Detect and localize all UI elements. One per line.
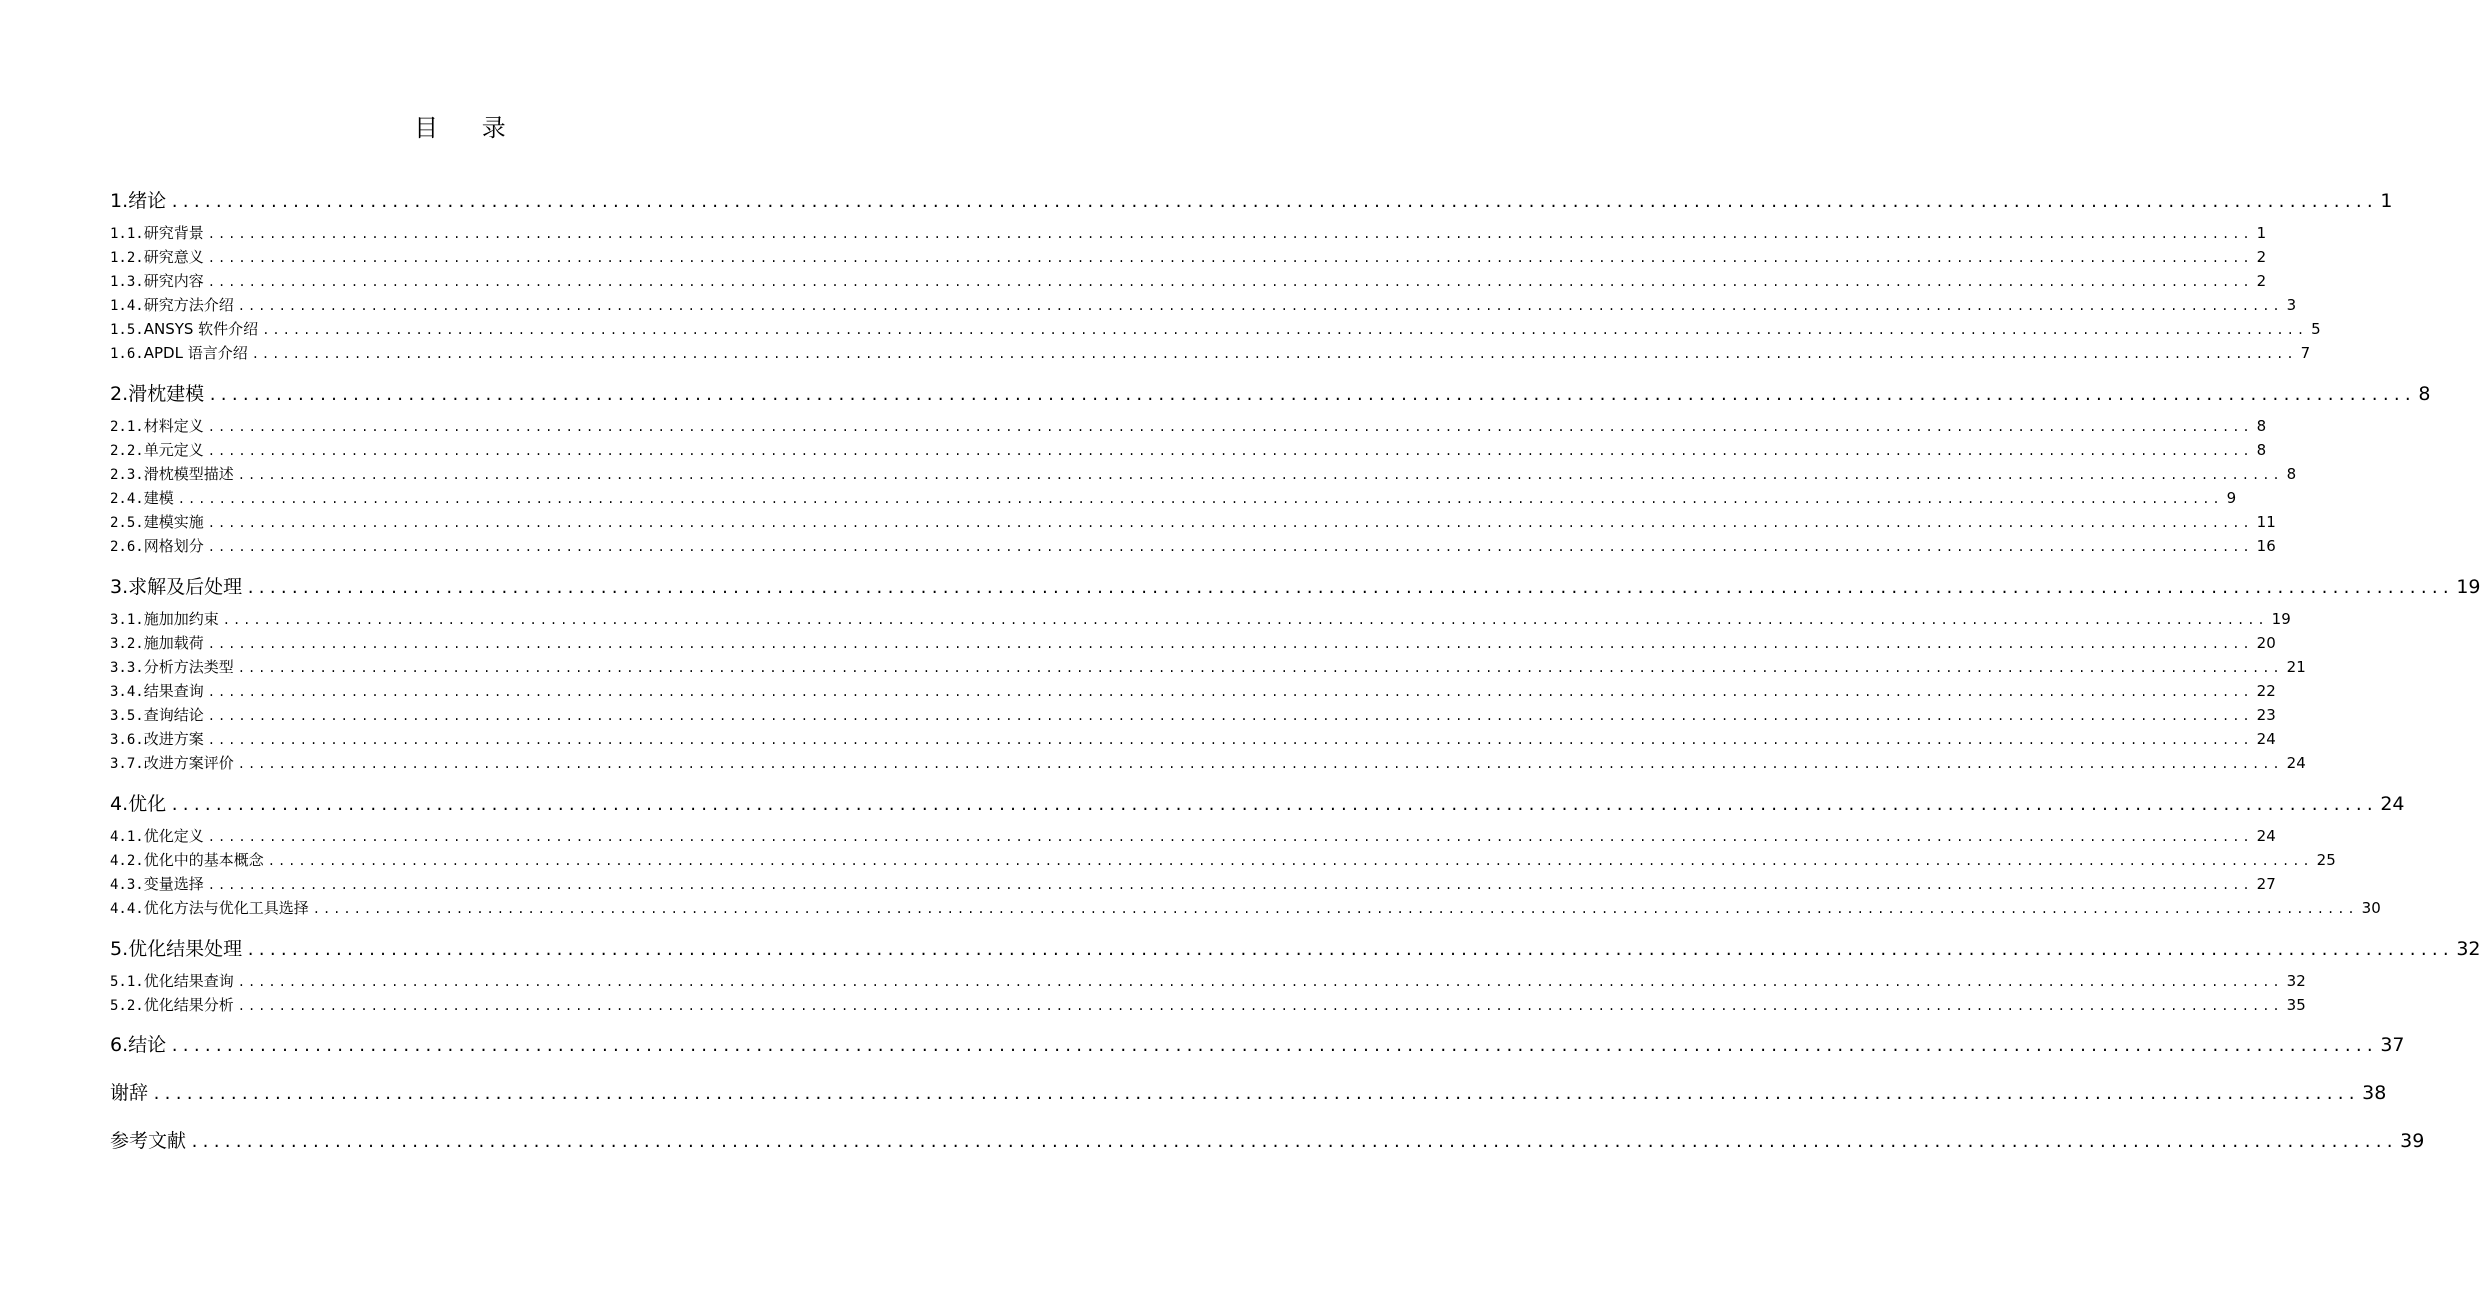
- toc-dot-leader: ........................................................................................................................................................................................................: [170, 796, 2377, 814]
- toc-dot-leader: ........................................................................................................................................................................................................: [177, 492, 2223, 506]
- toc-entry-number: 1.5.: [110, 322, 144, 338]
- toc-entry-label: 施加载荷: [143, 634, 204, 652]
- toc-entry-page: 30: [2361, 899, 2381, 917]
- toc-entry-page: 20: [2256, 634, 2276, 652]
- toc-entry-label: 查询结论: [143, 706, 204, 724]
- toc-entry-number: 3.5.: [110, 708, 144, 724]
- toc-entry-number: 4.3.: [110, 877, 144, 893]
- page-title: 目 录: [414, 114, 524, 142]
- toc-entry: [110, 487, 2237, 508]
- toc-entry: [110, 186, 2393, 213]
- toc-entry-page: 8: [2256, 417, 2267, 435]
- toc-dot-leader: ........................................................................................................................................................................................................: [237, 975, 2283, 989]
- toc-dot-leader: ........................................................................................................................................................................................................: [170, 1037, 2377, 1055]
- toc-entry-page: 38: [2362, 1082, 2387, 1104]
- toc-entry-number: 3.7.: [110, 756, 144, 772]
- toc-dot-leader: ........................................................................................................................................................................................................: [207, 685, 2253, 699]
- toc-entry-number: 4.1.: [110, 829, 144, 845]
- toc-entry-label: 优化定义: [143, 827, 204, 845]
- toc-entry-label: 优化结果查询: [143, 972, 234, 990]
- toc-dot-leader: ........................................................................................................................................................................................................: [237, 468, 2283, 482]
- toc-entry-page: 27: [2256, 875, 2276, 893]
- toc-entry: [110, 608, 2291, 629]
- toc-entry-page: 23: [2256, 706, 2276, 724]
- toc-entry: [110, 246, 2267, 267]
- toc-dot-leader: ........................................................................................................................................................................................................: [207, 733, 2253, 747]
- toc-dot-leader: ........................................................................................................................................................................................................: [237, 757, 2283, 771]
- toc-entry: [110, 934, 2481, 961]
- toc-entry-page: 24: [2380, 793, 2405, 815]
- toc-entry-number: 5.: [110, 938, 129, 960]
- toc-dot-leader: ........................................................................................................................................................................................................: [207, 251, 2253, 265]
- toc-entry-label: 施加加约束: [143, 610, 219, 628]
- toc-entry-label: 优化结果分析: [143, 996, 234, 1014]
- toc-entry-number: 1.1.: [110, 226, 144, 242]
- toc-dot-leader: ........................................................................................................................................................................................................: [251, 347, 2297, 361]
- toc-entry: [110, 897, 2381, 918]
- toc-entry-label: 建模: [143, 489, 174, 507]
- toc-entry-number: 3.4.: [110, 684, 144, 700]
- toc-entry-number: 4.: [110, 793, 129, 815]
- toc-entry-number: 4.2.: [110, 853, 144, 869]
- toc-entry-page: 24: [2286, 754, 2306, 772]
- toc-entry-label: 优化: [128, 793, 167, 815]
- toc-entry-page: 11: [2256, 513, 2276, 531]
- toc-entry-number: 2.6.: [110, 539, 144, 555]
- toc-entry-number: 2.2.: [110, 443, 144, 459]
- toc-entry-page: 35: [2286, 996, 2306, 1014]
- toc-entry-number: 5.1.: [110, 974, 144, 990]
- toc-entry: [110, 680, 2276, 701]
- toc-entry: [110, 511, 2276, 532]
- toc-entry-number: 1.: [110, 190, 129, 212]
- toc-entry-number: 3.1.: [110, 612, 144, 628]
- toc-entry-page: 25: [2316, 851, 2336, 869]
- toc-entry-label: 结论: [128, 1034, 167, 1056]
- toc-entry: [110, 873, 2276, 894]
- toc-entry-page: 22: [2256, 682, 2276, 700]
- toc-dot-leader: ........................................................................................................................................................................................................: [170, 193, 2377, 211]
- toc-dot-leader: ........................................................................................................................................................................................................: [237, 999, 2283, 1013]
- toc-entry: [110, 572, 2481, 599]
- toc-entry-label: 滑枕模型描述: [143, 465, 234, 483]
- toc-entry-number: 3.: [110, 576, 129, 598]
- toc-dot-leader: ........................................................................................................................................................................................................: [222, 613, 2268, 627]
- toc-entry-page: 32: [2286, 972, 2306, 990]
- toc-entry: [110, 379, 2431, 406]
- toc-entry-page: 2: [2256, 272, 2267, 290]
- toc-entry: [110, 318, 2321, 339]
- toc-entry: [110, 752, 2306, 773]
- toc-entry-page: 8: [2256, 441, 2267, 459]
- toc-entry-label: 改进方案: [143, 730, 204, 748]
- toc-entry: [110, 1078, 2387, 1105]
- toc-dot-leader: ........................................................................................................................................................................................................: [207, 275, 2253, 289]
- toc-dot-leader: ........................................................................................................................................................................................................: [207, 830, 2253, 844]
- toc-entry-label: 研究意义: [143, 248, 204, 266]
- toc-entry-label: 参考文献: [110, 1130, 187, 1152]
- toc-dot-leader: ........................................................................................................................................................................................................: [207, 709, 2253, 723]
- toc-entry-number: 3.6.: [110, 732, 144, 748]
- toc-entry-label: 优化中的基本概念: [143, 851, 264, 869]
- toc-entry-page: 39: [2400, 1130, 2425, 1152]
- toc-entry-label: 优化方法与优化工具选择: [143, 899, 309, 917]
- toc-entry-label: 材料定义: [143, 417, 204, 435]
- toc-entry-number: 1.3.: [110, 274, 144, 290]
- toc-entry-page: 24: [2256, 827, 2276, 845]
- toc-entry-number: 1.4.: [110, 298, 144, 314]
- toc-entry-page: 3: [2286, 296, 2297, 314]
- toc-dot-leader: ........................................................................................................................................................................................................: [207, 516, 2253, 530]
- toc-entry-label: 绪论: [128, 190, 167, 212]
- toc-entry-page: 19: [2271, 610, 2291, 628]
- toc-entry: [110, 789, 2405, 816]
- toc-dot-leader: ........................................................................................................................................................................................................: [207, 540, 2253, 554]
- toc-entry-page: 1: [2256, 224, 2267, 242]
- toc-entry: [110, 632, 2276, 653]
- toc-entry: [110, 1030, 2405, 1057]
- toc-entry-number: 2.4.: [110, 491, 144, 507]
- toc-entry-label: 研究背景: [143, 224, 204, 242]
- toc-entry-label: 优化结果处理: [128, 938, 243, 960]
- toc-entry-number: 1.6.: [110, 346, 144, 362]
- toc-dot-leader: ........................................................................................................................................................................................................: [152, 1085, 2359, 1103]
- toc-entry-page: 8: [2418, 383, 2431, 405]
- toc-entry: [110, 222, 2267, 243]
- toc-entry-number: 3.2.: [110, 636, 144, 652]
- toc-dot-leader: ........................................................................................................................................................................................................: [237, 299, 2283, 313]
- toc-entry-label: 建模实施: [143, 513, 204, 531]
- toc-entry-number: 3.3.: [110, 660, 144, 676]
- toc-entry-number: 4.4.: [110, 901, 144, 917]
- toc-entry-number: 2.1.: [110, 419, 144, 435]
- toc-entry-page: 5: [2311, 320, 2321, 338]
- toc-entry: [110, 656, 2306, 677]
- toc-entry: [110, 728, 2276, 749]
- toc-entry-page: 7: [2300, 344, 2311, 362]
- toc-entry-page: 16: [2256, 537, 2276, 555]
- toc-entry-label: 分析方法类型: [143, 658, 234, 676]
- toc-entry: [110, 439, 2267, 460]
- toc-dot-leader: ........................................................................................................................................................................................................: [262, 323, 2308, 337]
- toc-entry-label: 单元定义: [143, 441, 204, 459]
- toc-entry-page: 37: [2380, 1034, 2405, 1056]
- toc-entry-label: APDL 语言介绍: [143, 344, 248, 362]
- toc-entry-label: 改进方案评价: [143, 754, 234, 772]
- toc-dot-leader: ........................................................................................................................................................................................................: [207, 444, 2253, 458]
- toc-entry: [110, 463, 2297, 484]
- toc-entry-number: 2.: [110, 383, 129, 405]
- toc-entry-number: 5.2.: [110, 998, 144, 1014]
- toc-entry-page: 24: [2256, 730, 2276, 748]
- toc-entry-page: 1: [2380, 190, 2393, 212]
- toc-entry-label: 谢辞: [110, 1082, 149, 1104]
- toc-entry-page: 2: [2256, 248, 2267, 266]
- toc-dot-leader: ........................................................................................................................................................................................................: [267, 854, 2313, 868]
- toc-entry: [110, 1126, 2425, 1153]
- toc-dot-leader: ........................................................................................................................................................................................................: [208, 386, 2415, 404]
- toc-entry: [110, 994, 2306, 1015]
- toc-entry-number: 6.: [110, 1034, 129, 1056]
- toc-entry: [110, 535, 2276, 556]
- toc-dot-leader: ........................................................................................................................................................................................................: [207, 878, 2253, 892]
- toc-entry-label: 网格划分: [143, 537, 204, 555]
- toc-entry-number: 1.2.: [110, 250, 144, 266]
- toc-dot-leader: ........................................................................................................................................................................................................: [246, 579, 2453, 597]
- toc-entry-number: 2.5.: [110, 515, 144, 531]
- toc-dot-leader: ........................................................................................................................................................................................................: [207, 637, 2253, 651]
- toc-entry: [110, 704, 2276, 725]
- toc-entry-label: 研究内容: [143, 272, 204, 290]
- toc-entry-page: 19: [2456, 576, 2481, 598]
- toc-entry: [110, 825, 2276, 846]
- toc-dot-leader: ........................................................................................................................................................................................................: [237, 661, 2283, 675]
- toc-entry: [110, 415, 2267, 436]
- toc-dot-leader: ........................................................................................................................................................................................................: [246, 941, 2453, 959]
- toc-entry: [110, 849, 2336, 870]
- toc-entry: [110, 294, 2297, 315]
- toc-entry-page: 9: [2226, 489, 2237, 507]
- toc-entry-page: 21: [2286, 658, 2306, 676]
- toc-entry: [110, 970, 2306, 991]
- toc-entry-number: 2.3.: [110, 467, 144, 483]
- toc-entry-label: 滑枕建模: [128, 383, 205, 405]
- toc-entry-label: 研究方法介绍: [143, 296, 234, 314]
- toc-entry-label: 求解及后处理: [128, 576, 243, 598]
- toc-entry-label: 变量选择: [143, 875, 204, 893]
- toc-entry: [110, 270, 2267, 291]
- toc-entry: [110, 342, 2311, 363]
- toc-entry-label: ANSYS 软件介绍: [143, 320, 259, 338]
- toc-dot-leader: ........................................................................................................................................................................................................: [312, 902, 2358, 916]
- toc-entry-page: 8: [2286, 465, 2297, 483]
- toc-entry-page: 32: [2456, 938, 2481, 960]
- toc-entry-label: 结果查询: [143, 682, 204, 700]
- toc-dot-leader: ........................................................................................................................................................................................................: [190, 1133, 2397, 1151]
- toc-dot-leader: ........................................................................................................................................................................................................: [207, 227, 2253, 241]
- toc-dot-leader: ........................................................................................................................................................................................................: [207, 420, 2253, 434]
